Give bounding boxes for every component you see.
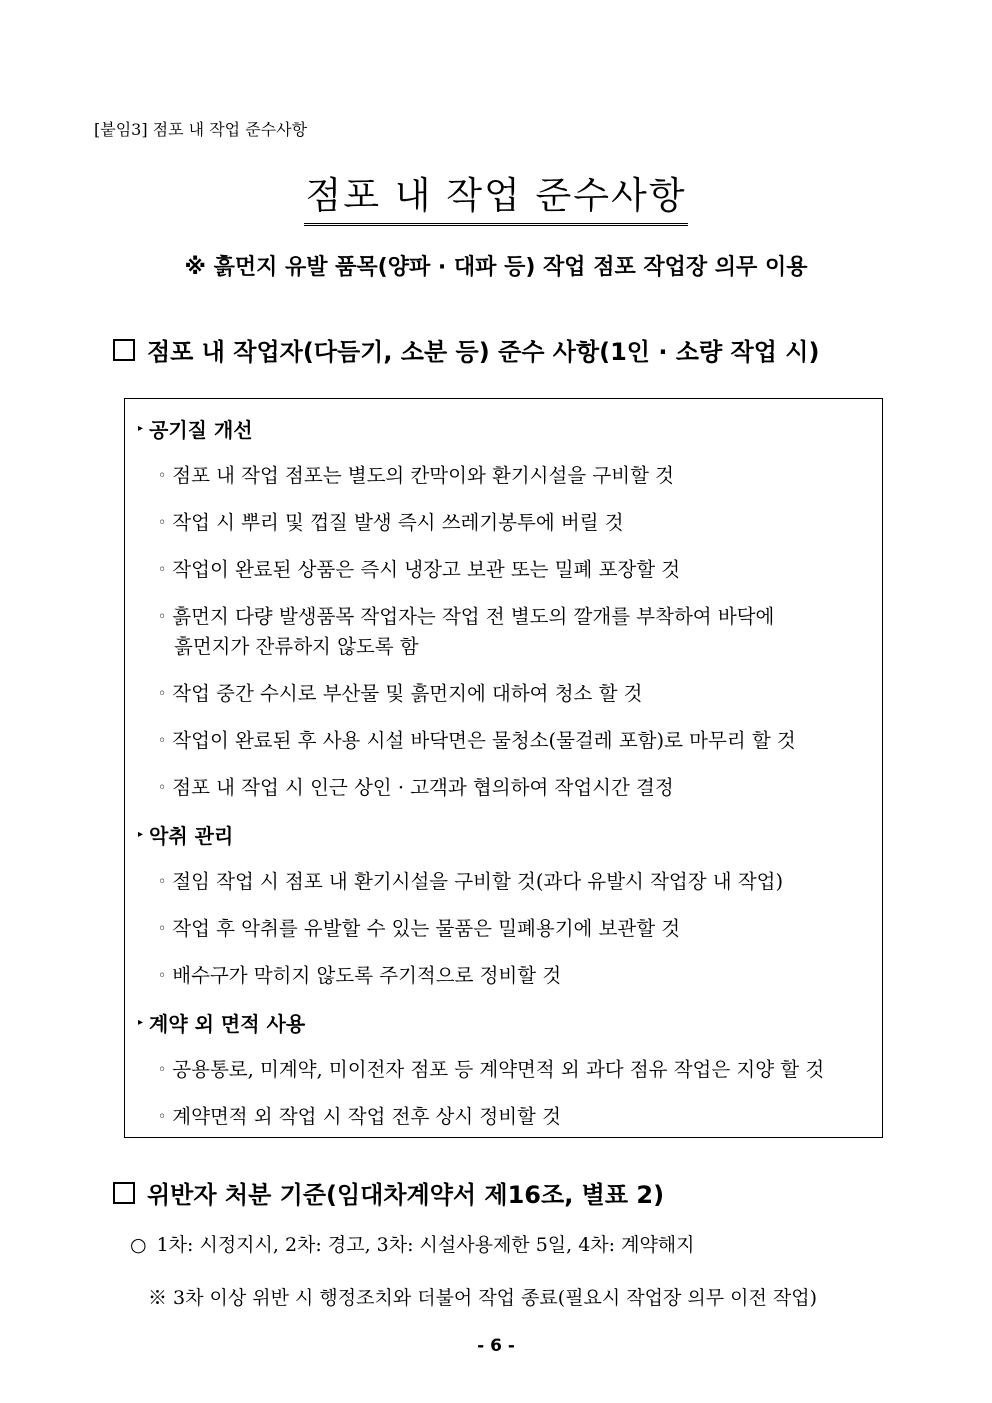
list-item	[158, 773, 674, 803]
bullet-icon: ◦	[158, 733, 167, 749]
item-text: 점포 내 작업 시 인근 상인 · 고객과 협의하여 작업시간 결정	[172, 776, 674, 799]
section-heading-rules-text: 점포 내 작업자(다듬기, 소분 등) 준수 사항(1인 · 소량 작업 시)	[147, 338, 820, 366]
triangle-bullet-icon: ▸	[138, 1017, 144, 1028]
penalty-line	[130, 1230, 695, 1257]
list-item	[158, 1102, 561, 1132]
item-text: 작업 시 뿌리 및 껍질 발생 즉시 쓰레기봉투에 버릴 것	[172, 511, 624, 534]
list-item	[158, 461, 674, 491]
item-text: 점포 내 작업 점포는 별도의 칸막이와 환기시설을 구비할 것	[172, 464, 674, 487]
item-text: 공용통로, 미계약, 미이전자 점포 등 계약면적 외 과다 점유 작업은 지양 할 것	[172, 1058, 825, 1081]
item-text: 배수구가 막히지 않도록 주기적으로 정비할 것	[172, 964, 562, 987]
list-item	[158, 679, 642, 709]
triangle-bullet-icon: ▸	[138, 423, 144, 434]
item-text: 작업 중간 수시로 부산물 및 흙먼지에 대하여 청소 할 것	[172, 682, 643, 705]
section-heading-rules	[113, 332, 819, 367]
item-text: 절임 작업 시 점포 내 환기시설을 구비할 것(과다 유발시 작업장 내 작업)	[172, 870, 784, 893]
category-title: 악취 관리	[149, 824, 234, 848]
bullet-icon: ◦	[158, 1062, 167, 1078]
list-item	[158, 555, 680, 585]
bullet-icon: ◦	[158, 468, 167, 484]
bullet-icon: ◦	[158, 921, 167, 937]
category-area-usage	[138, 1008, 305, 1037]
list-item	[158, 1055, 824, 1085]
item-text: 작업이 완료된 상품은 즉시 냉장고 보관 또는 밀폐 포장할 것	[172, 558, 681, 581]
item-text: 계약면적 외 작업 시 작업 전후 상시 정비할 것	[172, 1105, 561, 1128]
bullet-icon: ◦	[158, 562, 167, 578]
item-text: 작업이 완료된 후 사용 시설 바닥면은 물청소(물걸레 포함)로 마무리 할 것	[172, 729, 796, 752]
section-heading-penalty-text: 위반자 처분 기준(임대차계약서 제16조, 별표 2)	[147, 1181, 665, 1209]
checkbox-icon	[113, 1182, 135, 1204]
category-odor-control	[138, 820, 233, 849]
penalty-text: 1차: 시정지시, 2차: 경고, 3차: 시설사용제한 5일, 4차: 계약해지	[156, 1234, 695, 1256]
item-text: 흙먼지 다량 발생품목 작업자는 작업 전 별도의 깔개를 부착하여 바닥에	[172, 605, 775, 628]
bullet-icon: ◦	[158, 780, 167, 796]
category-title: 공기질 개선	[149, 418, 253, 442]
bullet-icon: ◦	[158, 968, 167, 984]
item-text-continued: 흙먼지가 잔류하지 않도록 함	[174, 635, 419, 658]
bullet-icon: ◦	[158, 515, 167, 531]
attachment-label: [붙임3] 점포 내 작업 준수사항	[94, 120, 308, 139]
section-heading-penalty	[113, 1175, 664, 1210]
title-wrapper	[0, 165, 992, 226]
triangle-bullet-icon: ▸	[138, 829, 144, 840]
bullet-icon: ◦	[158, 1109, 167, 1125]
notice-text: ※ 흙먼지 유발 품목(양파 · 대파 등) 작업 점포 작업장 의무 이용	[184, 255, 808, 280]
list-item	[158, 602, 774, 662]
list-item	[158, 914, 680, 944]
page-title: 점포 내 작업 준수사항	[304, 165, 689, 226]
bullet-icon: ◦	[158, 686, 167, 702]
list-item	[158, 867, 783, 897]
list-item	[158, 961, 561, 991]
page-number: - 6 -	[477, 1336, 515, 1356]
checkbox-icon	[113, 339, 135, 361]
penalty-note: ※ 3차 이상 위반 시 행정조치와 더불어 작업 종료(필요시 작업장 의무 이전 작업)	[148, 1287, 818, 1309]
category-air-quality	[138, 414, 253, 443]
circle-bullet-icon: ○	[130, 1234, 147, 1256]
bullet-icon: ◦	[158, 609, 167, 625]
list-item	[158, 508, 624, 538]
bullet-icon: ◦	[158, 874, 167, 890]
list-item	[158, 726, 796, 756]
category-title: 계약 외 면적 사용	[149, 1012, 306, 1036]
item-text: 작업 후 악취를 유발할 수 있는 물품은 밀폐용기에 보관할 것	[172, 917, 681, 940]
